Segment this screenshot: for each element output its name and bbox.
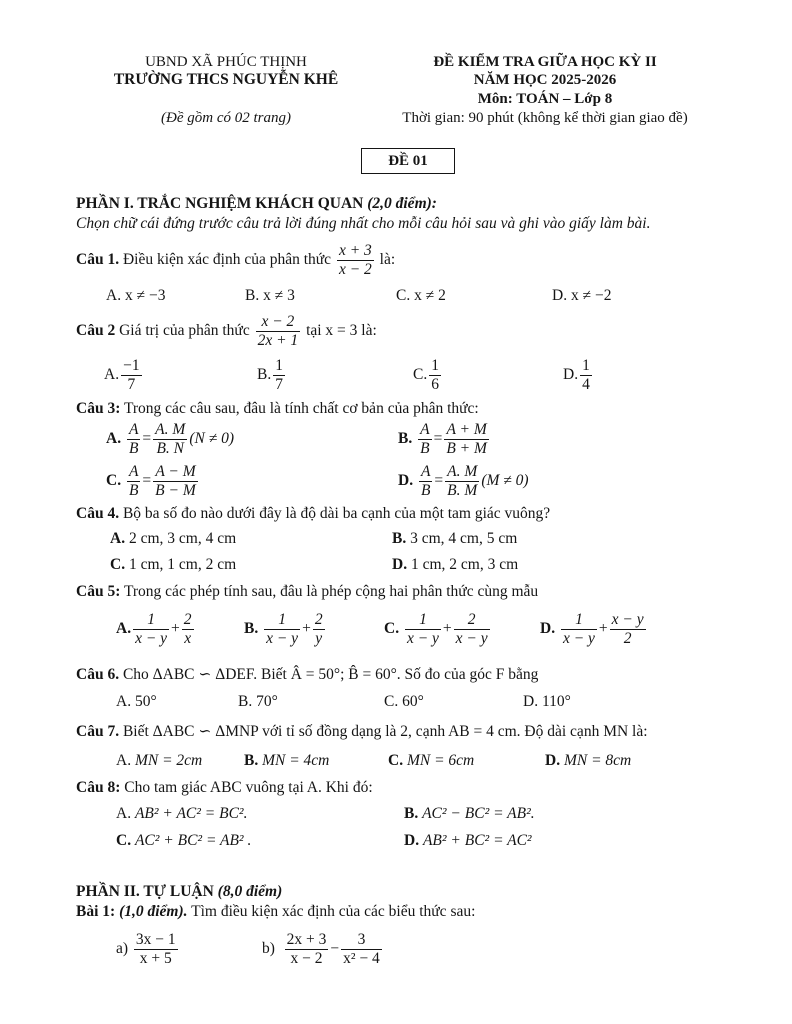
bai1-heading: Bài 1: (1,0 điểm). Tìm điều kiện xác định của các biểu thức sau: — [76, 903, 476, 920]
q3-option-c: C. $\frac{A}{B}$ = $\frac{A - M}{B - M}$ — [106, 463, 196, 499]
question-7: Câu 7. Biết ΔABC ∽ ΔMNP với tỉ số đồng dạng là 2, cạnh AB = 4 cm. Độ dài cạnh MN là: — [76, 723, 648, 740]
q2-label: Câu 2 — [76, 322, 116, 340]
q5-option-d: D. $\frac{1}{x - y}$ + $\frac{x - y}{2}$ — [540, 611, 644, 647]
q7-option-c: C. MN = 6cm — [388, 752, 475, 769]
time-limit: Thời gian: 90 phút (không kể thời gian giao đề) — [402, 110, 688, 126]
q4-option-c: C. 1 cm, 1 cm, 2 cm — [110, 556, 237, 573]
exam-title: ĐỀ KIỂM TRA GIỮA HỌC KỲ II — [433, 54, 657, 70]
part1-title: PHẦN I. TRẮC NGHIỆM KHÁCH QUAN — [76, 195, 364, 212]
q6-option-b: B. 70° — [238, 693, 278, 710]
q4-option-b: B. 3 cm, 4 cm, 5 cm — [392, 530, 518, 547]
q4-option-a: A. 2 cm, 3 cm, 4 cm — [110, 530, 237, 547]
question-8: Câu 8: Cho tam giác ABC vuông tại A. Khi đó: — [76, 779, 373, 796]
q2-option-c: C. $\frac{1}{6}$ — [413, 357, 439, 393]
q3-option-b: B. $\frac{A}{B}$ = $\frac{A + M}{B + M}$ — [398, 421, 487, 457]
q7-option-b: B. MN = 4cm — [244, 752, 330, 769]
question-5: Câu 5: Trong các phép tính sau, đâu là phép cộng hai phân thức cùng mẫu — [76, 583, 539, 600]
q3-option-a: A. $\frac{A}{B}$ = $\frac{A. M}{B. N}$ (N ≠ 0) — [106, 421, 234, 457]
q6-option-a: A. 50° — [116, 693, 157, 710]
q1-option-c: C. x ≠ 2 — [396, 287, 446, 304]
q2-option-b: B. $\frac{1}{7}$ — [257, 357, 283, 393]
exam-code-box: ĐỀ 01 — [361, 148, 455, 174]
q3-option-d: D. $\frac{A}{B}$ = $\frac{A. M}{B. M}$ (M ≠ 0) — [398, 463, 529, 499]
part1-instruction: Chọn chữ cái đứng trước câu trả lời đúng nhất cho mỗi câu hỏi sau và ghi vào giấy làm bài. — [76, 215, 651, 232]
q1-option-d: D. x ≠ −2 — [552, 287, 612, 304]
question-2 — [76, 309, 377, 353]
q1-fraction: $\frac{x + 3}{x - 2}$ — [338, 242, 372, 278]
q5-option-a: A. $\frac{1}{x - y}$ + $\frac{2}{x}$ — [116, 611, 192, 647]
school-name: TRƯỜNG THCS NGUYỄN KHÊ — [113, 71, 339, 88]
q1-tail: là: — [379, 251, 396, 269]
q1-option-a: A. x ≠ −3 — [106, 287, 166, 304]
q7-option-d: D. MN = 8cm — [545, 752, 632, 769]
q6-option-d: D. 110° — [523, 693, 571, 710]
q1-text: Điều kiện xác định của phân thức — [122, 251, 332, 269]
q6-option-c: C. 60° — [384, 693, 424, 710]
q7-option-a: A. MN = 2cm — [116, 752, 203, 769]
q8-option-b: B. AC² − BC² = AB². — [404, 805, 535, 822]
page-count-note: (Đề gồm có 02 trang) — [161, 110, 291, 126]
q2-option-d: D. $\frac{1}{4}$ — [563, 357, 590, 393]
bai1-part-b: b) $\frac{2x + 3}{x - 2}$ − $\frac{3}{\text{x² − 4}}$ — [262, 931, 380, 967]
q4-option-d: D. 1 cm, 2 cm, 3 cm — [392, 556, 519, 573]
q1-option-b: B. x ≠ 3 — [245, 287, 295, 304]
q2-text: Giá trị của phân thức — [119, 322, 250, 340]
q2-fraction: $\frac{x - 2}{2x + 1}$ — [257, 313, 299, 349]
part1-points: (2,0 điểm): — [367, 195, 437, 212]
school-authority: UBND XÃ PHÚC THỊNH — [145, 54, 307, 70]
q8-option-d: D. AB² + BC² = AC² — [404, 832, 532, 849]
question-4: Câu 4. Bộ ba số đo nào dưới đây là độ dài ba cạnh của một tam giác vuông? — [76, 505, 551, 522]
subject: Môn: TOÁN – Lớp 8 — [477, 91, 613, 107]
part1-heading — [76, 196, 437, 212]
question-3: Câu 3: Trong các câu sau, đâu là tính chất cơ bản của phân thức: — [76, 400, 479, 417]
q5-option-c: C. $\frac{1}{x - y}$ + $\frac{2}{x - y}$ — [384, 611, 488, 647]
q2-tail: tại x = 3 là: — [306, 322, 377, 340]
question-6: Câu 6. Cho ΔABC ∽ ΔDEF. Biết Â = 50°; B̂ = 60°. Số đo của góc F bằng — [76, 666, 539, 683]
q8-option-c: C. AC² + BC² = AB² . — [116, 832, 252, 849]
school-year: NĂM HỌC 2025-2026 — [473, 72, 617, 88]
q5-option-b: B. $\frac{1}{x - y}$ + $\frac{2}{y}$ — [244, 611, 323, 647]
q1-label: Câu 1. — [76, 251, 120, 269]
q2-option-a: A. $\frac{-1}{7}$ — [104, 357, 140, 393]
part2-heading: PHẦN II. TỰ LUẬN (8,0 điểm) — [76, 883, 283, 900]
question-1 — [76, 238, 395, 282]
bai1-part-a: a) $\frac{3x - 1}{x + 5}$ — [116, 931, 176, 967]
q8-option-a: A. AB² + AC² = BC². — [116, 805, 248, 822]
